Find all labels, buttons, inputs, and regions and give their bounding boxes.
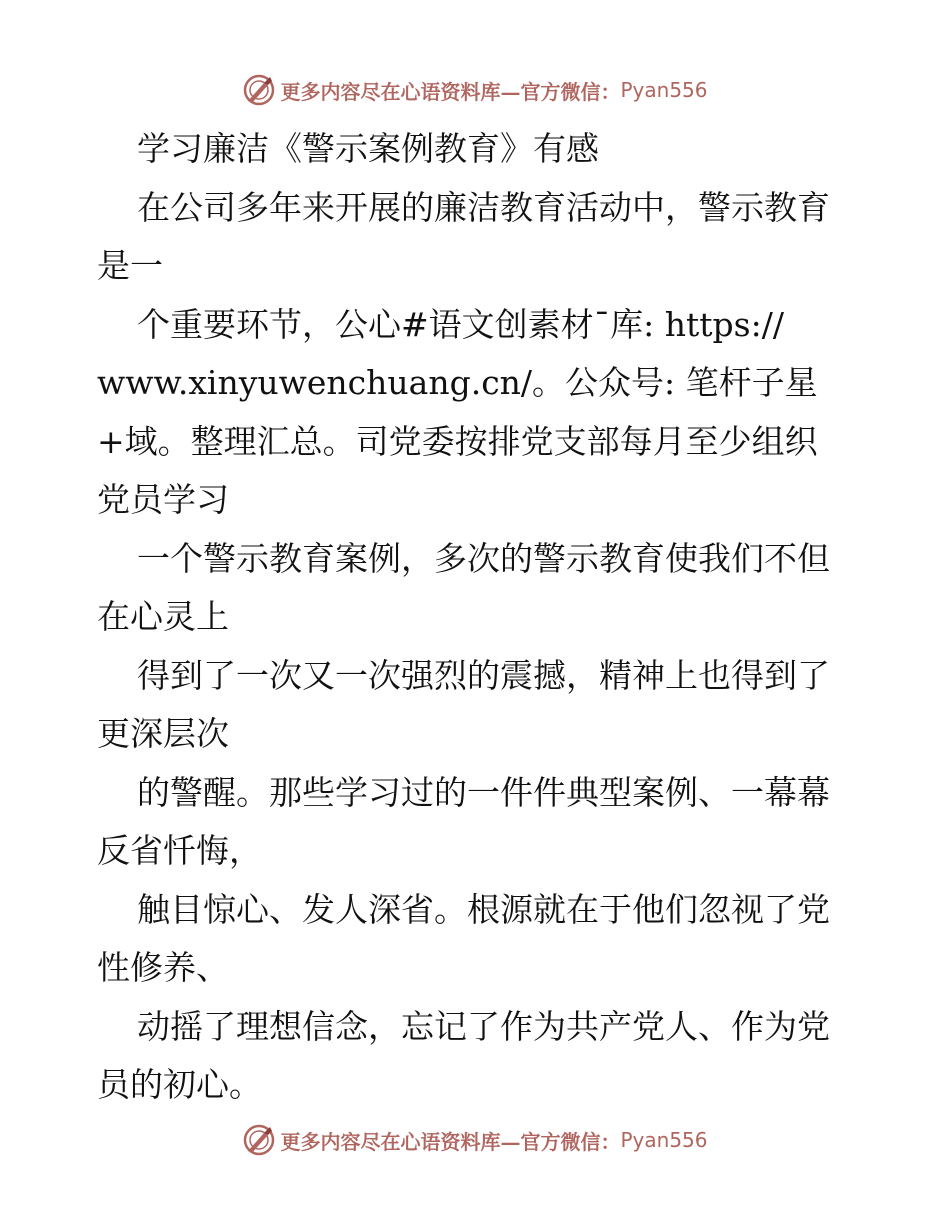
document-title: 学习廉洁《警示案例教育》有感 xyxy=(137,129,599,168)
paragraph-line: +域。整理汇总。司党委按排党支部每月至少组织 xyxy=(97,421,818,461)
banner-text: 更多内容尽在心语资料库—官方微信： xyxy=(280,79,621,104)
paragraph-line: 得到了一次又一次强烈的震撼，精神上也得到了 xyxy=(137,655,830,695)
paragraph-line: 在心灵上 xyxy=(97,597,229,636)
paragraph-line: www.xinyuwenchuang.cn/。公众号: 笔杆子星 xyxy=(97,363,818,402)
paragraph-line: 是一 xyxy=(97,246,163,285)
paragraph-line: 更深层次 xyxy=(97,714,229,753)
banner-text: 更多内容尽在心语资料库—官方微信： xyxy=(280,1129,621,1154)
paragraph-line: 一个警示教育案例，多次的警示教育使我们不但 xyxy=(137,538,830,578)
paragraph-line: 在公司多年来开展的廉洁教育活动中，警示教育 xyxy=(137,187,830,227)
paragraph-line: 触目惊心、发人深省。根源就在于他们忽视了党 xyxy=(137,889,830,929)
header-watermark-banner xyxy=(0,70,950,110)
paragraph-line: 个重要环节，公心#语文创素材¯库: https:// xyxy=(137,304,784,344)
paragraph-line: 性修养、 xyxy=(97,948,229,987)
pen-logo-icon xyxy=(242,1123,276,1157)
paragraph-line: 动摇了理想信念，忘记了作为共产党人、作为党 xyxy=(137,1006,830,1046)
banner-wechat-id: Pyan556 xyxy=(620,78,708,102)
paragraph-line: 员的初心。 xyxy=(97,1065,262,1104)
footer-watermark-banner xyxy=(0,1120,950,1160)
document-body xyxy=(97,120,857,1115)
paragraph-line: 党员学习 xyxy=(97,480,229,519)
paragraph-line: 的警醒。那些学习过的一件件典型案例、一幕幕 xyxy=(137,772,830,812)
paragraph-line: 反省忏悔， xyxy=(97,831,262,870)
pen-logo-icon xyxy=(242,73,276,107)
banner-wechat-id: Pyan556 xyxy=(620,1128,708,1152)
